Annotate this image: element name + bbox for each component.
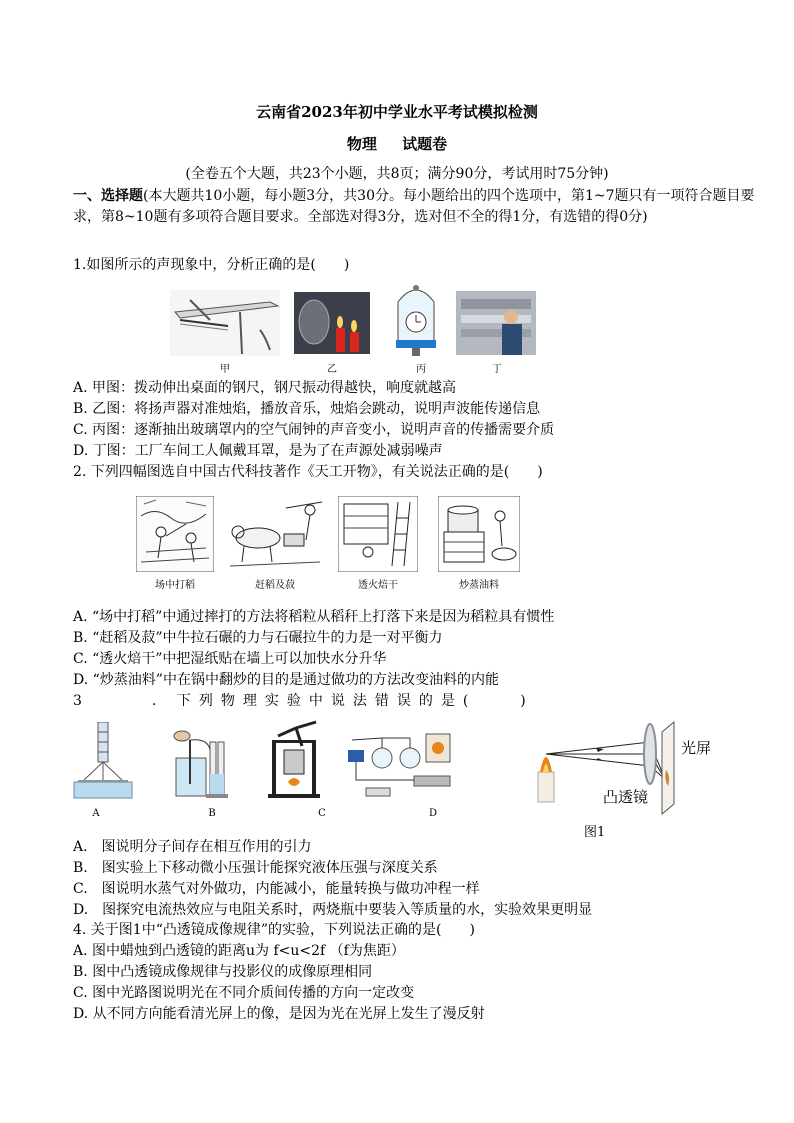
q1-option-c: C. 丙图：逐渐抽出玻璃罩内的空气闹钟的声音变小，说明声音的传播需要介质 — [73, 422, 555, 438]
q1-caption-4: 丁 — [492, 364, 502, 375]
q2-option-c: C. “透火焙干”中把湿纸贴在墙上可以加快水分升华 — [73, 651, 387, 667]
q2-figure-oil-steaming — [438, 496, 520, 572]
section1-instructions — [73, 186, 763, 228]
q1-figure-speaker — [294, 292, 370, 354]
q2-figure-paper-drying — [338, 496, 418, 572]
q2-caption-2: 赶稻及菽 — [255, 580, 295, 591]
q3-caption-b: B — [208, 808, 216, 819]
q2-option-a: A. “场中打稻”中通过摔打的方法将稻粒从稻秆上打落下来是因为稻粒具有惯性 — [73, 609, 555, 625]
q1-caption-2: 乙 — [327, 364, 337, 375]
q2-caption-4: 炒蒸油料 — [459, 580, 499, 591]
q3-figure-b — [168, 728, 234, 800]
paper-label: 试题卷 — [402, 135, 448, 153]
q1-option-a: A. 甲图：拨动伸出桌面的钢尺，钢尺振动得越快，响度就越高 — [73, 380, 457, 396]
exam-subtitle — [0, 133, 794, 154]
q3-option-b: B. 图实验上下移动微小压强计能探究液体压强与深度关系 — [73, 860, 438, 876]
q3-number: 3 — [73, 693, 82, 709]
q4-stem: 4. 关于图1中“凸透镜成像规律”的实验，下列说法正确的是( ) — [73, 922, 475, 938]
figure1-caption: 图1 — [584, 825, 606, 840]
q4-option-c: C. 图中光路图说明光在不同介质间传播的方向一定改变 — [73, 985, 415, 1001]
exam-title: 云南省2023年初中学业水平考试模拟检测 — [256, 103, 538, 121]
q3-stem: . 下列物理实验中说法错误的是( ) — [151, 693, 534, 709]
q1-option-b: B. 乙图：将扬声器对准烛焰，播放音乐，烛焰会跳动，说明声波能传递信息 — [73, 401, 541, 417]
q3-option-d: D. 图探究电流热效应与电阻关系时，两烧瓶中要装入等质量的水，实验效果更明显 — [73, 902, 593, 918]
section1-heading: 一、选择题 — [73, 188, 143, 204]
q2-caption-3: 透火焙干 — [358, 580, 398, 591]
q1-figure-factory — [456, 291, 536, 355]
q2-caption-1: 场中打稻 — [155, 580, 195, 591]
q1-caption-3: 丙 — [416, 364, 426, 375]
q1-stem: 1.如图所示的声现象中，分析正确的是( ) — [73, 257, 350, 273]
q2-stem: 2. 下列四幅图选自中国古代科技著作《天工开物》，有关说法正确的是( ) — [73, 464, 543, 480]
q1-figure-ruler — [170, 290, 280, 356]
q2-figure-ox-roller — [226, 496, 324, 572]
q2-option-d: D. “炒蒸油料”中在锅中翻炒的目的是通过做功的方法改变油料的内能 — [73, 672, 499, 688]
subject-label: 物理 — [346, 135, 377, 153]
q3-option-c: C. 图说明水蒸气对外做功，内能减小，能量转换与做功冲程一样 — [73, 881, 480, 897]
q1-caption-1: 甲 — [220, 364, 230, 375]
q4-option-a: A. 图中蜡烛到凸透镜的距离u为 f<u<2f （f为焦距） — [73, 943, 405, 959]
q3-option-a: A. 图说明分子间存在相互作用的引力 — [73, 839, 312, 855]
section1-text: (本大题共10小题，每小题3分，共30分。每小题给出的四个选项中，第1~7题只有一项符合题目要求，第8~10题有多项符合题目要求。全部选对得3分，选对但不全的得1分，有选错的得0分) — [73, 188, 755, 225]
q3-figure-d — [342, 728, 454, 800]
q3-caption-d: D — [428, 808, 438, 819]
q4-option-b: B. 图中凸透镜成像规律与投影仪的成像原理相同 — [73, 964, 373, 980]
q2-figure-threshing — [136, 496, 214, 572]
q4-option-d: D. 从不同方向能看清光屏上的像，是因为光在光屏上发生了漫反射 — [73, 1006, 485, 1022]
q2-option-b: B. “赶稻及菽”中牛拉石碾的力与石碾拉牛的力是一对平衡力 — [73, 630, 443, 646]
figure1-screen-label: 光屏 — [681, 739, 712, 757]
q1-option-d: D. 丁图：工厂车间工人佩戴耳罩，是为了在声源处减弱噪声 — [73, 443, 443, 459]
q3-figure-c — [266, 720, 326, 800]
q1-figure-bell-jar — [392, 276, 440, 358]
q3-stem-line — [73, 690, 534, 710]
q3-figure-a — [72, 722, 134, 800]
q3-caption-c: C — [318, 808, 326, 819]
q3-caption-a: A — [92, 808, 100, 819]
exam-info: (全卷五个大题，共23个小题，共8页；满分90分，考试用时75分钟) — [185, 166, 609, 182]
figure1-lens-label: 凸透镜 — [603, 788, 649, 806]
